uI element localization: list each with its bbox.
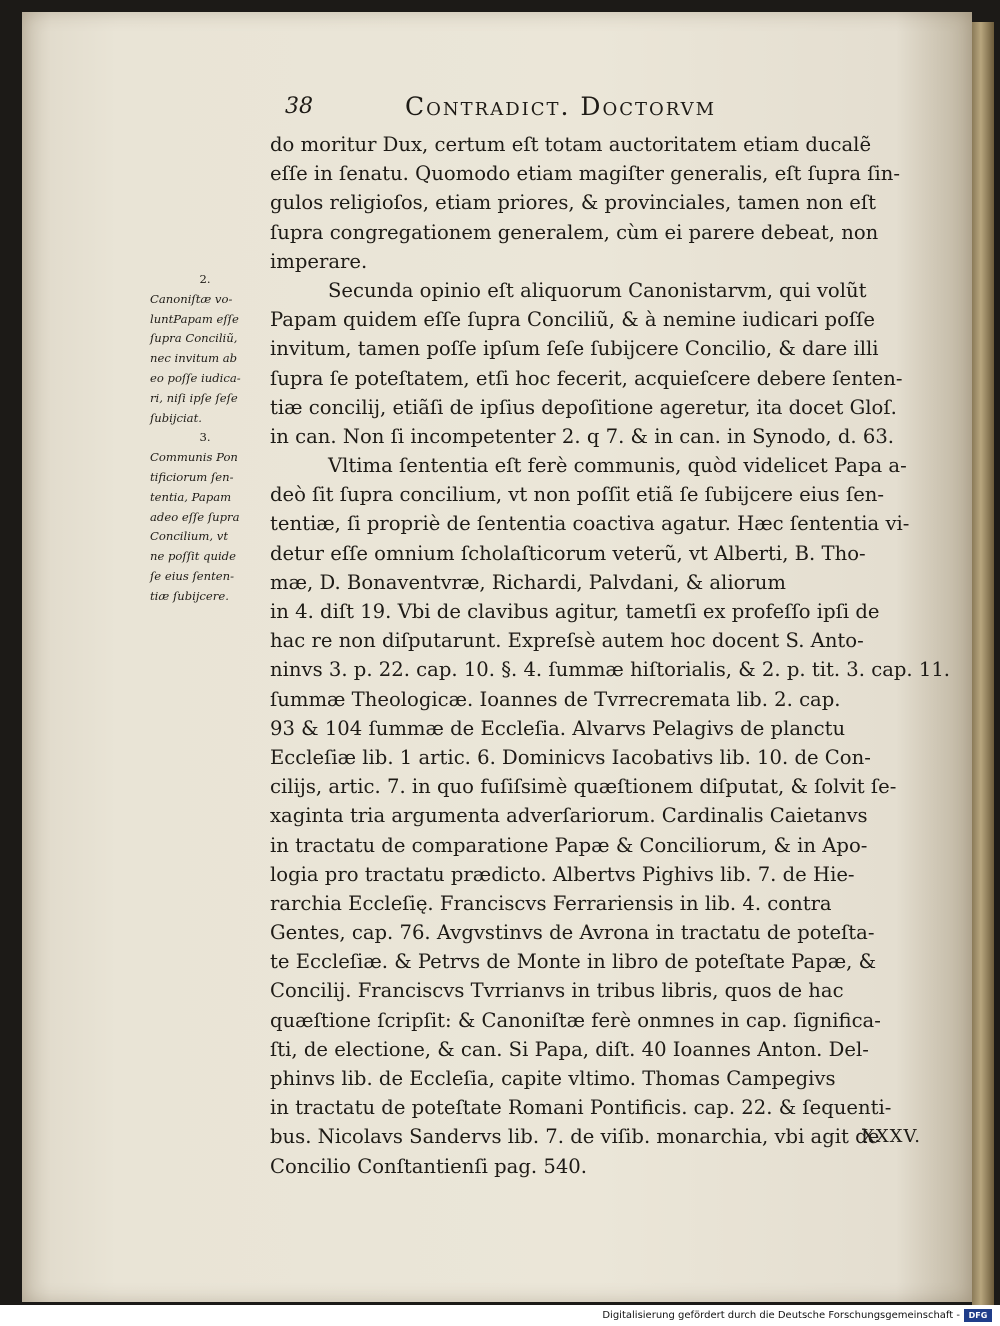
text-line: Concilio Conſtantienſi pag. 540. [270, 1154, 587, 1178]
text-line: hac re non diſputarunt. Expreſsè autem hoc docent S. Anto- [270, 629, 864, 653]
text-line: invitum, tamen poſſe ipſum ſeſe ſubijcere Concilio, & dare illi [270, 337, 879, 361]
book-fore-edge [972, 22, 994, 1305]
text-line: Vltima ſententia eſt ferè communis, quòd videlicet Papa a- [328, 454, 907, 478]
text-line: quæſtione ſcripſit: & Canoniſtæ ferè onmnes in cap. ſignifica- [270, 1008, 881, 1032]
margin-note-line: tiæ ſubijcere. [150, 588, 229, 603]
page-header [265, 88, 945, 128]
margin-note-line: Concilium, vt [150, 529, 228, 544]
body-text [270, 130, 950, 1181]
margin-note-line: ſupra Conciliũ, [150, 331, 238, 346]
margin-note-line: ne poſſit quide [150, 549, 236, 564]
text-line: ſupra ſe poteſtatem, etſi hoc fecerit, acquieſcere debere ſenten- [270, 366, 903, 390]
funding-credit: Digitalisierung gefördert durch die Deutsche Forschungsgemeinschaft - [602, 1310, 960, 1321]
margin-note-line: adeo eſſe ſupra [150, 509, 240, 524]
text-line: Gentes, cap. 76. Avgvstinvs de Avrona in tractatu de poteſta- [270, 921, 875, 945]
text-line: tentiæ, ſi propriè de ſententia coactiva agatur. Hæc ſententia vi- [270, 512, 910, 536]
margin-note-line: nec invitum ab [150, 351, 238, 366]
text-line: do moritur Dux, certum eſt totam auctoritatem etiam ducalẽ [270, 133, 872, 156]
text-line: deò ſit ſupra concilium, vt non poſſit etiã ſe ſubijcere eius ſen- [270, 483, 885, 507]
text-line: Eccleſiæ lib. 1 artic. 6. Dominicvs Iacobativs lib. 10. de Con- [270, 745, 871, 769]
margin-note-line: Communis Pon [150, 450, 238, 465]
text-line: xaginta tria argumenta adverſariorum. Cardinalis Caietanvs [270, 804, 868, 828]
text-line: eſſe in ſenatu. Quomodo etiam magiſter generalis, eſt ſupra ſin- [270, 162, 901, 186]
margin-note [150, 428, 290, 606]
text-line: in tractatu de poteſtate Romani Pontificis. cap. 22. & ſequenti- [270, 1096, 892, 1120]
margin-note-line: eo poſſe iudica- [150, 370, 241, 385]
footer-bar [0, 1305, 1000, 1326]
text-line: bus. Nicolavs Sandervs lib. 7. de viſib. monarchia, vbi agit de [270, 1125, 880, 1149]
text-line: mæ, D. Bonaventvræ, Richardi, Palvdani, & aliorum [270, 570, 786, 594]
page-number: 38 [285, 94, 313, 119]
text-line: detur eſſe omnium ſcholaſticorum veterũ, vt Alberti, B. Tho- [270, 541, 866, 565]
margin-note-line: ſe eius ſenten- [150, 568, 235, 583]
text-line: tiæ concilij, etiãſi de ipſius depoſitione ageretur, ita docet Gloſ. [270, 395, 897, 419]
text-line: in tractatu de comparatione Papæ & Conciliorum, & in Apo- [270, 833, 868, 857]
text-line: imperare. [270, 249, 368, 273]
margin-note-line: luntPapam eſſe [150, 311, 239, 326]
margin-note-line: ri, niſi ipſe ſeſe [150, 390, 238, 405]
margin-note [150, 270, 290, 428]
margin-note-line: Canoniſtæ vo- [150, 291, 233, 306]
text-line: gulos religioſos, etiam priores, & provinciales, tamen non eſt [270, 191, 877, 215]
text-line: rarchia Eccleſię. Franciscvs Ferrariensis in lib. 4. contra [270, 891, 832, 915]
dfg-logo: DFG [964, 1309, 992, 1322]
text-line: logia pro tractatu prædicto. Albertvs Pighivs lib. 7. de Hie- [270, 862, 855, 886]
margin-note-number: 3. [199, 430, 211, 445]
text-line: phinvs lib. de Eccleſia, capite vltimo. Thomas Campegivs [270, 1067, 836, 1090]
running-title: Contradict. Doctorvm [405, 92, 717, 121]
text-line: in can. Non ſi incompetenter 2. q 7. & in can. in Synodo, d. 63. [270, 424, 895, 448]
margin-notes [150, 270, 290, 607]
text-line: ninvs 3. p. 22. cap. 10. §. 4. ſummæ hiſtorialis, & 2. p. tit. 3. cap. 11. [270, 658, 951, 682]
text-line: te Eccleſiæ. & Petrvs de Monte in libro de poteſtate Papæ, & [270, 950, 877, 974]
margin-note-number: 2. [199, 272, 211, 286]
text-line: ſummæ Theologicæ. Ioannes de Tvrrecremata lib. 2. cap. [270, 687, 841, 711]
text-line: ſti, de electione, & can. Si Papa, diſt. 40 Ioannes Anton. Del- [270, 1037, 869, 1061]
text-line: Concilij. Franciscvs Tvrrianvs in tribus libris, quos de hac [270, 979, 844, 1003]
text-line: ſupra congregationem generalem, cùm ei parere debeat, non [270, 220, 879, 244]
margin-note-line: ſubijciat. [150, 410, 202, 425]
catchword: XXXV. [862, 1126, 922, 1147]
margin-note-line: tentia, Papam [150, 489, 232, 504]
text-line: Secunda opinio eſt aliquorum Canonistarvm, qui volũt [328, 278, 867, 302]
margin-note-line: tificiorum ſen- [150, 469, 234, 484]
text-line: cilijs, artic. 7. in quo fuſiſsimè quæſtionem diſputat, & ſolvit ſe- [270, 775, 897, 799]
text-line: 93 & 104 ſummæ de Eccleſia. Alvarvs Pelagivs de planctu [270, 716, 846, 740]
text-line: Papam quidem eſſe ſupra Conciliũ, & à nemine iudicari poſſe [270, 308, 875, 332]
text-line: in 4. diſt 19. Vbi de clavibus agitur, tametſi ex profeſſo ipſi de [270, 600, 880, 623]
